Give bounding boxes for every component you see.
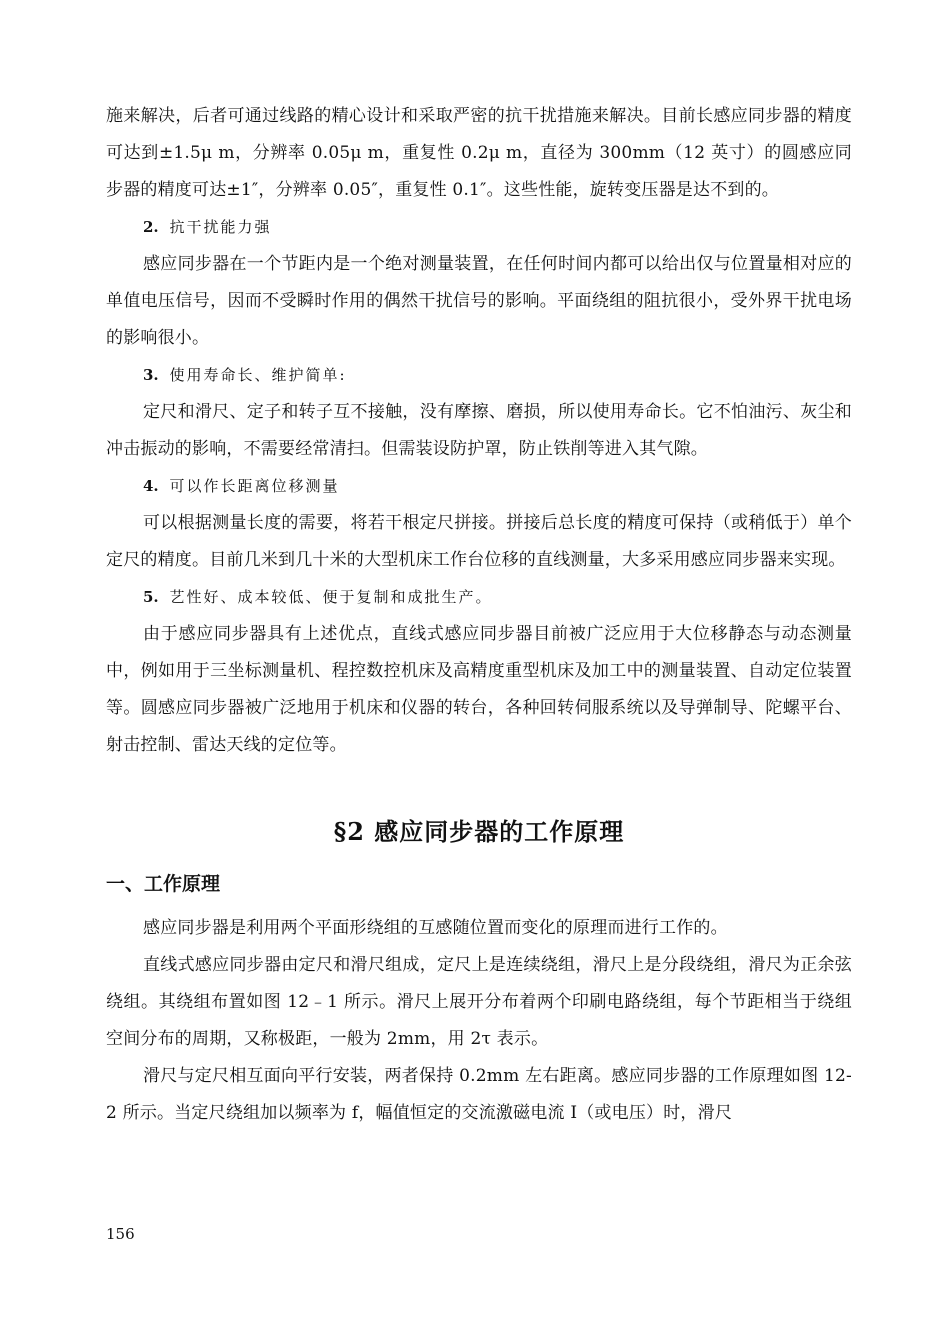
paragraph-long-life: 定尺和滑尺、定子和转子互不接触，没有摩擦、磨损，所以使用寿命长。它不怕油污、灰尘和冲击振动的影响，不需要经常清扫。但需装设防护罩，防止铁削等进入其气隙。 <box>106 402 852 459</box>
paragraph-linear-structure: 直线式感应同步器由定尺和滑尺组成，定尺上是连续绕组，滑尺上是分段绕组，滑尺为正余弦绕组。其绕组布置如图 12﹣1 所示。滑尺上展开分布着两个印刷电路绕组，每个节距相当于绕组空间分布的周期，又称极距，一般为 2mm，用 2τ 表示。 <box>106 955 852 1049</box>
list-item-manufacturability <box>106 579 852 616</box>
page-body <box>106 98 852 1132</box>
paragraph-installation: 滑尺与定尺相互面向平行安装，两者保持 0.2mm 左右距离。感应同步器的工作原理如图 12-2 所示。当定尺绕组加以频率为 f，幅值恒定的交流激磁电流 I（或电压）时，滑尺 <box>106 1066 852 1123</box>
list-item-long-distance <box>106 468 852 505</box>
list-item-title: 艺性好、成本较低、便于复制和成批生产。 <box>169 588 493 606</box>
paragraph-long-distance: 可以根据测量长度的需要，将若干根定尺拼接。拼接后总长度的精度可保持（或稍低于）单个定尺的精度。目前几米到几十米的大型机床工作台位移的直线测量，大多采用感应同步器来实现。 <box>106 513 852 570</box>
list-item-number: 2. <box>143 218 159 236</box>
paragraph-anti-interference: 感应同步器在一个节距内是一个绝对测量装置，在任何时间内都可以给出仅与位置量相对应的单值电压信号，因而不受瞬时作用的偶然干扰信号的影响。平面绕组的阻抗很小，受外界干扰电场的影响很小。 <box>106 254 852 348</box>
list-item-anti-interference <box>106 209 852 246</box>
paragraph-principle-intro: 感应同步器是利用两个平面形绕组的互感随位置而变化的原理而进行工作的。 <box>143 918 728 938</box>
list-item-title: 使用寿命长、维护简单: <box>169 366 347 384</box>
list-item-title: 可以作长距离位移测量 <box>169 477 340 495</box>
list-item-long-life <box>106 357 852 394</box>
list-item-number: 3. <box>143 366 159 384</box>
list-item-title: 抗干扰能力强 <box>169 218 272 236</box>
subsection-title: 一、工作原理 <box>106 873 221 895</box>
list-item-number: 4. <box>143 477 159 495</box>
page-number: 156 <box>106 1225 135 1243</box>
paragraph-accuracy: 施来解决，后者可通过线路的精心设计和采取严密的抗干扰措施来解决。目前长感应同步器的精度可达到±1.5μ m，分辨率 0.05μ m，重复性 0.2μ m，直径为 300mm（12 英寸）的圆感应同步器的精度可达±1″，分辨率 0.05″，重复性 0.1″。这些性能，旋转变压器是达不到的。 <box>106 106 852 200</box>
list-item-number: 5. <box>143 588 159 606</box>
paragraph-applications: 由于感应同步器具有上述优点，直线式感应同步器目前被广泛应用于大位移静态与动态测量中，例如用于三坐标测量机、程控数控机床及高精度重型机床及加工中的测量装置、自动定位装置等。圆感应同步器被广泛地用于机床和仪器的转台，各种回转伺服系统以及导弹制导、陀螺平台、射击控制、雷达天线的定位等。 <box>106 624 852 755</box>
section-title: §2 感应同步器的工作原理 <box>333 817 625 846</box>
